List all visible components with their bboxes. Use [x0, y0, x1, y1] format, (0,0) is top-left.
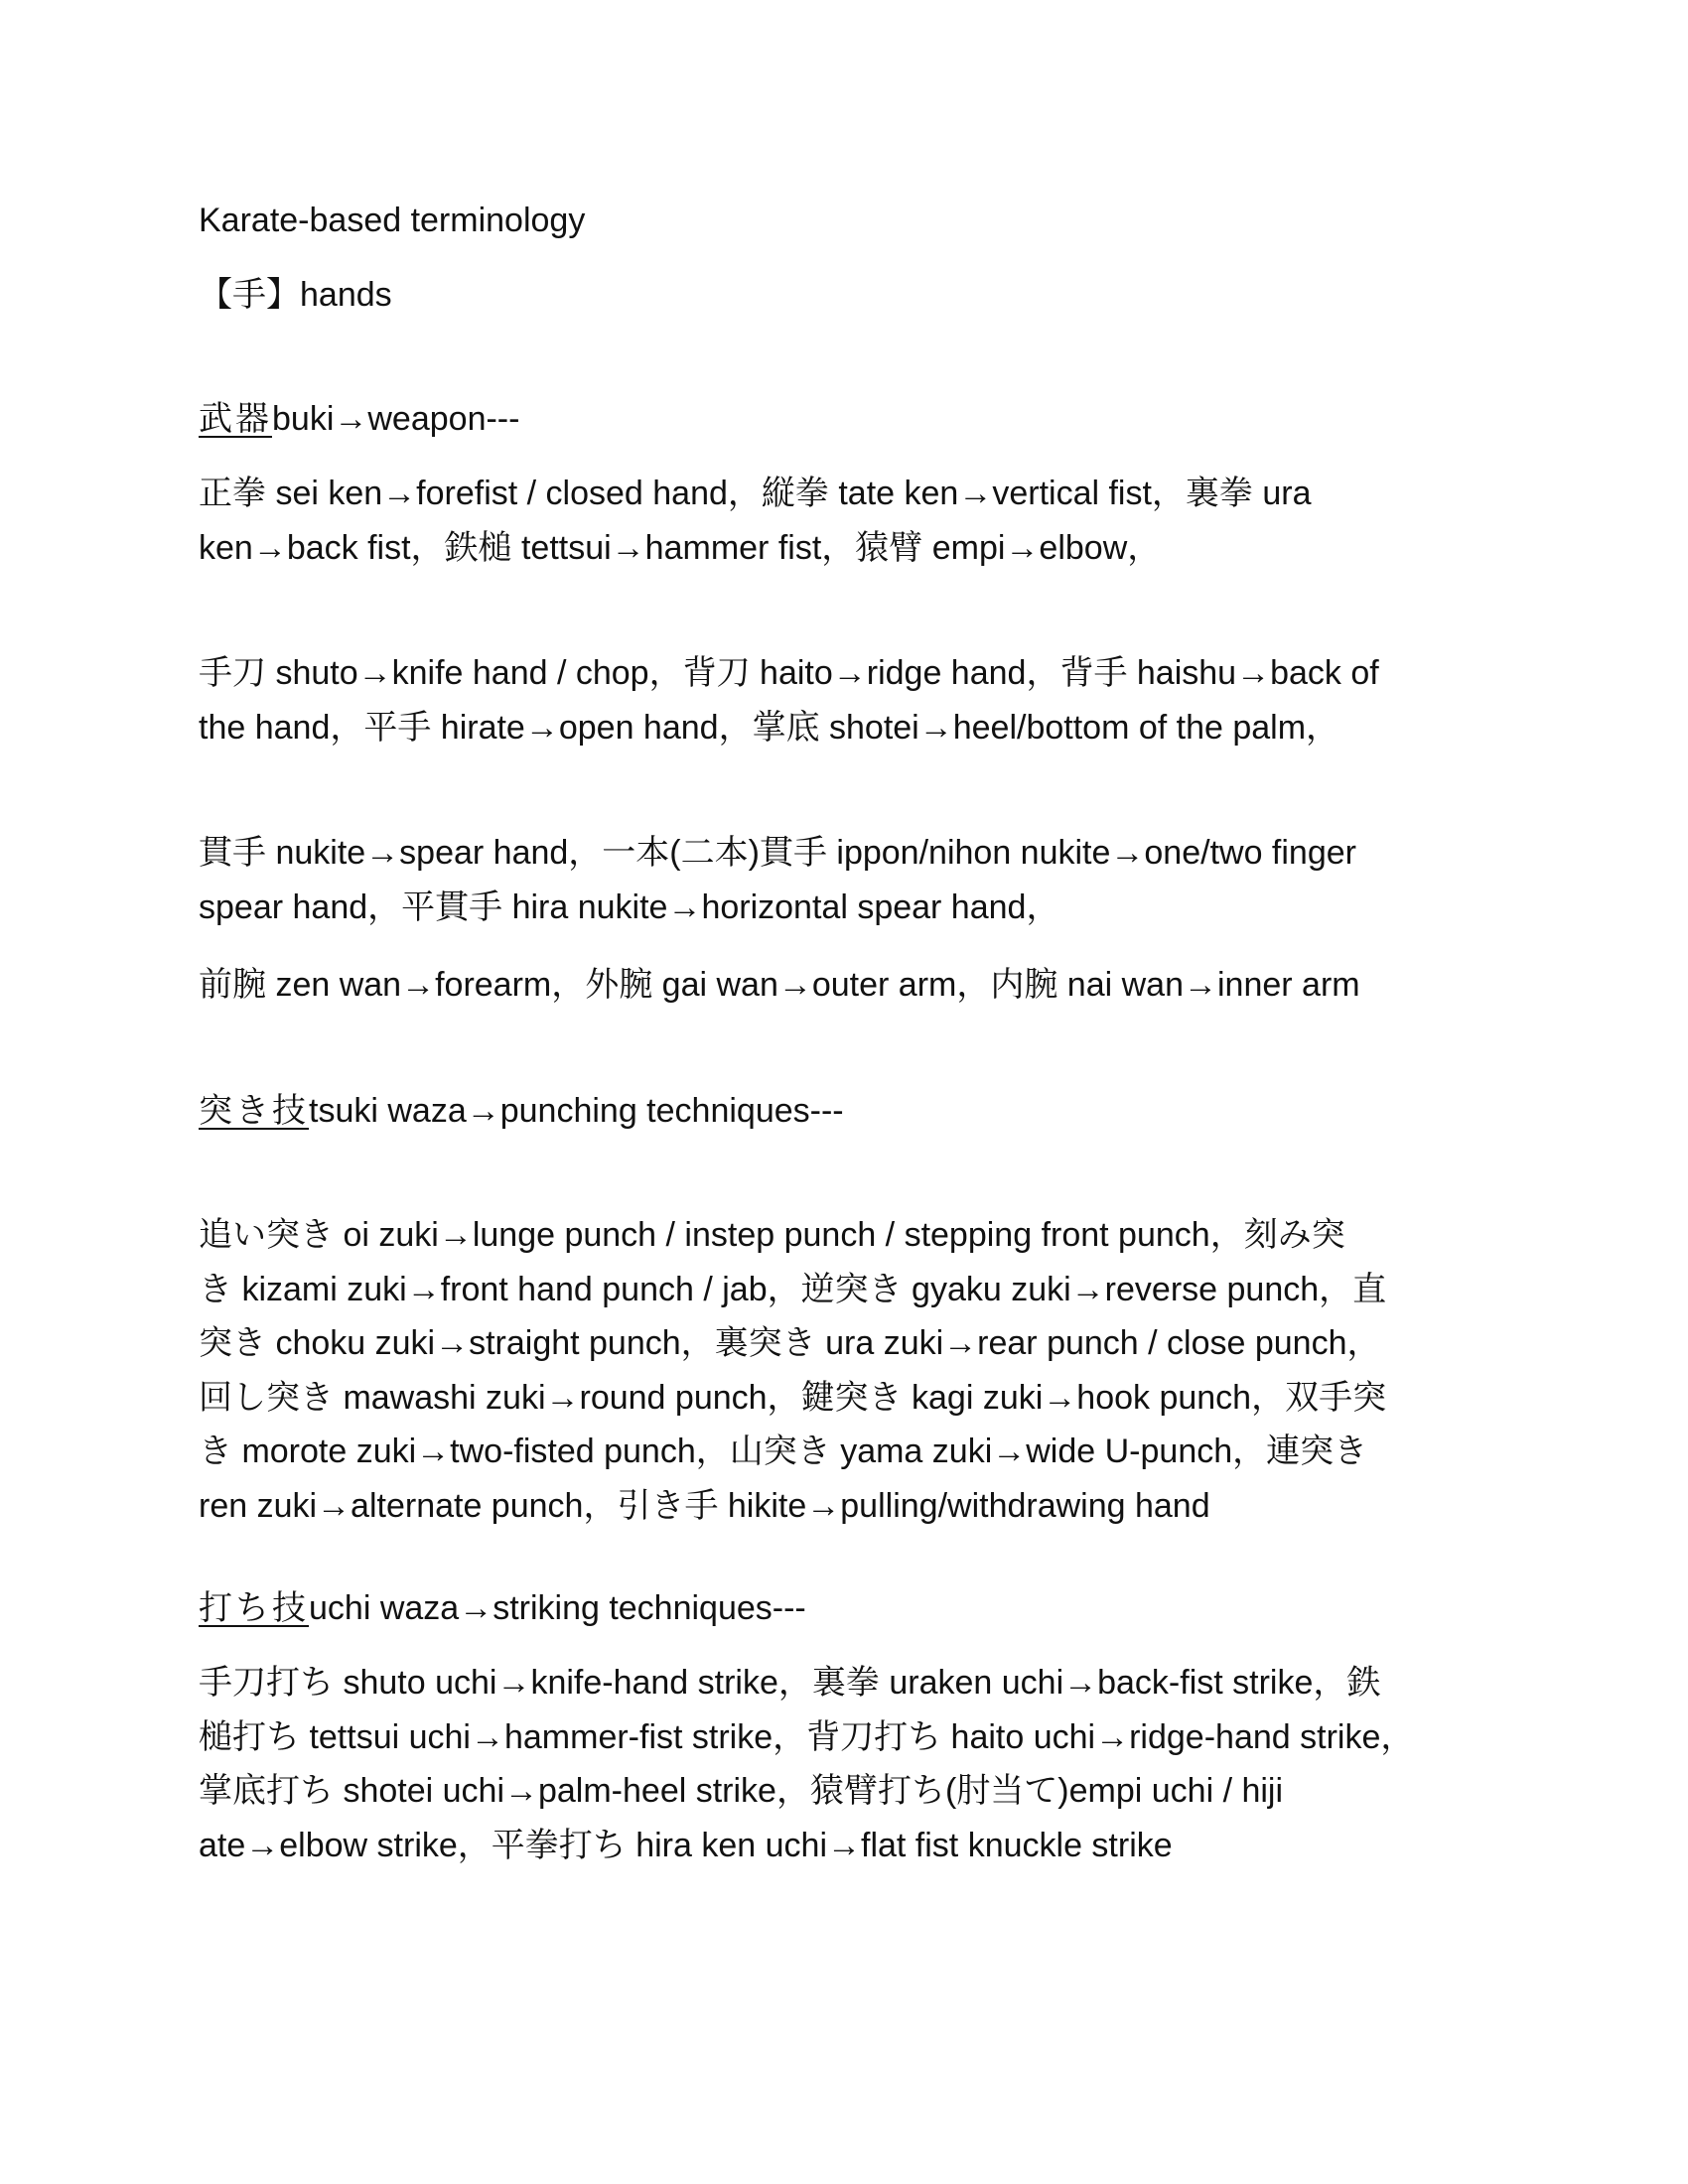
paragraph-line: き kizami zuki→front hand punch / jab，逆突き gyaku zuki→reverse punch，直 — [199, 1270, 1387, 1308]
document-subtitle: 【手】hands — [199, 276, 392, 314]
paragraph-line: spear hand，平貫手 hira nukite→horizontal spear hand， — [199, 887, 1060, 926]
paragraph-line: 突き choku zuki→straight punch，裏突き ura zuki→rear punch / close punch， — [199, 1324, 1381, 1362]
section-heading-tsuki-waza — [199, 1084, 844, 1138]
section-heading-text: tsuki waza→punching techniques--- — [309, 1092, 844, 1130]
paragraph-arms — [199, 958, 1509, 1013]
paragraph-line: き morote zuki→two-fisted punch，山突き yama zuki→wide U-punch，連突き — [199, 1433, 1368, 1470]
paragraph-line: the hand，平手 hirate→open hand，掌底 shotei→heel/bottom of the palm， — [199, 708, 1340, 747]
document-page — [199, 0, 1529, 2184]
section-heading-text: buki→weapon--- — [272, 400, 520, 438]
section-heading-kanji: 武器 — [199, 400, 272, 438]
paragraph-line: 正拳 sei ken→forefist / closed hand，縦拳 tate ken→vertical fist，裏拳 ura — [199, 475, 1312, 512]
paragraph-line: ken→back fist，鉄槌 tettsui→hammer fist，猿臂 empi→elbow， — [199, 528, 1162, 567]
section-heading-uchi-waza — [199, 1581, 806, 1635]
paragraph-line: 追い突き oi zuki→lunge punch / instep punch / stepping front punch，刻み突 — [199, 1216, 1345, 1254]
paragraph-hands — [199, 646, 1509, 754]
document-title: Karate-based terminology — [199, 202, 586, 239]
paragraph-line: 回し突き mawashi zuki→round punch，鍵突き kagi zuki→hook punch，双手突 — [199, 1378, 1387, 1417]
paragraph-spear-hands — [199, 826, 1509, 934]
paragraph-line: 掌底打ち shotei uchi→palm-heel strike，猿臂打ち(肘当て)empi uchi / hiji — [199, 1772, 1284, 1810]
paragraph-fists — [199, 467, 1509, 575]
paragraph-strikes — [199, 1656, 1509, 1872]
paragraph-line: 槌打ち tettsui uchi→hammer-fist strike，背刀打ち haito uchi→ridge-hand strike， — [199, 1717, 1415, 1756]
paragraph-punches — [199, 1208, 1509, 1533]
section-heading-kanji: 打ち技 — [199, 1589, 309, 1627]
paragraph-line: 手刀打ち shuto uchi→knife-hand strike，裏拳 uraken uchi→back-fist strike，鉄 — [199, 1664, 1381, 1702]
paragraph-line: ren zuki→alternate punch，引き手 hikite→pulling/withdrawing hand — [199, 1486, 1210, 1525]
paragraph-line: 貫手 nukite→spear hand，一本(二本)貫手 ippon/nihon nukite→one/two finger — [199, 834, 1356, 872]
section-heading-text: uchi waza→striking techniques--- — [309, 1589, 806, 1627]
paragraph-line: 前腕 zen wan→forearm，外腕 gai wan→outer arm，内腕 nai wan→inner arm — [199, 966, 1360, 1004]
paragraph-line: ate→elbow strike，平拳打ち hira ken uchi→flat fist knuckle strike — [199, 1826, 1173, 1864]
section-heading-kanji: 突き技 — [199, 1092, 309, 1130]
section-heading-buki — [199, 392, 519, 446]
paragraph-line: 手刀 shuto→knife hand / chop，背刀 haito→ridge hand，背手 haishu→back of — [199, 654, 1379, 692]
